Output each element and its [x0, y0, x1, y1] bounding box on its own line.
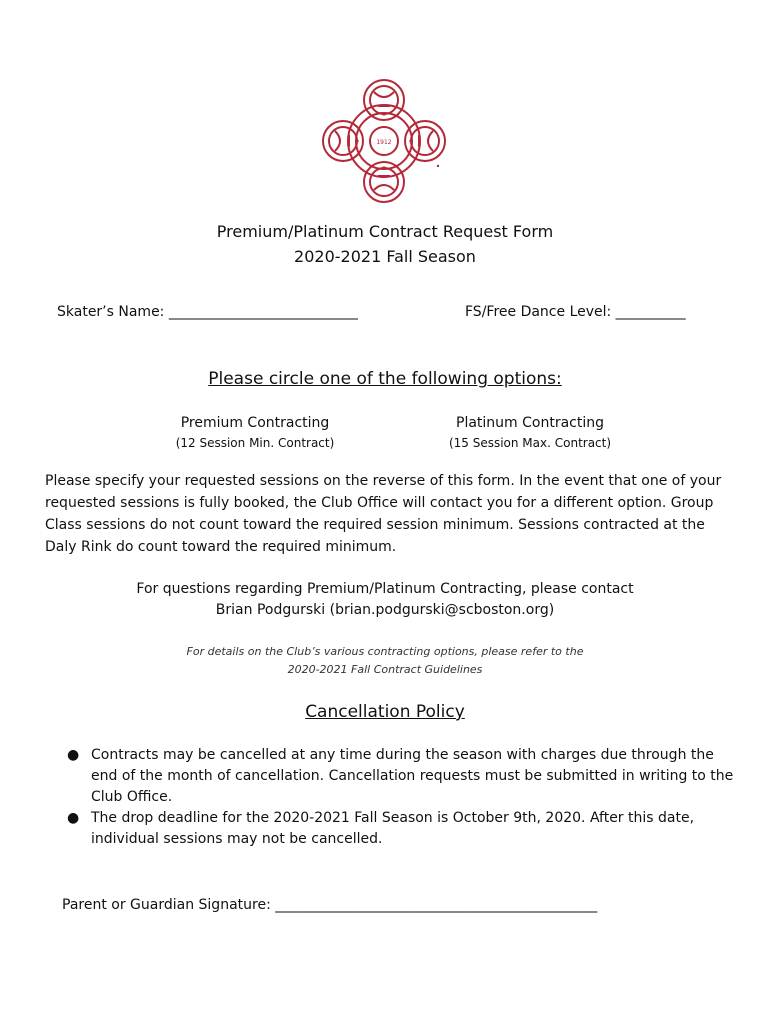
platinum-option-detail: (15 Session Max. Contract): [448, 436, 612, 450]
bullet-icon: ●: [67, 747, 80, 763]
list-item: [55, 745, 735, 808]
form-season: 2020-2021 Fall Season: [294, 247, 476, 266]
contact-person: Brian Podgurski (brian.podgurski@scboston.org): [215, 602, 555, 618]
cancellation-item-text: The drop deadline for the 2020-2021 Fall Season is October 9th, 2020. After this date, individual sessions may not be cancelled.: [91, 810, 695, 847]
contact-intro: For questions regarding Premium/Platinum Contracting, please contact: [136, 581, 634, 597]
premium-option[interactable]: Premium Contracting: [180, 415, 330, 431]
signature-field[interactable]: Parent or Guardian Signature: ______________________________________________: [62, 897, 598, 913]
cancellation-item-text: Contracts may be cancelled at any time during the season with charges due through the end of the month of cancellation. Cancellation requests must be submitted in writing to the Club Office.: [91, 747, 734, 805]
list-item: [55, 808, 735, 850]
premium-option-detail: (12 Session Min. Contract): [175, 436, 335, 450]
guidelines-title: 2020-2021 Fall Contract Guidelines: [287, 663, 483, 676]
options-heading: Please circle one of the following options:: [208, 369, 562, 389]
fs-level-field[interactable]: FS/Free Dance Level: __________: [465, 304, 686, 320]
platinum-option[interactable]: Platinum Contracting: [456, 415, 604, 431]
seal-year: 1912: [376, 139, 392, 146]
club-seal-logo: [318, 76, 450, 206]
cancellation-heading: Cancellation Policy: [305, 702, 465, 722]
form-title: Premium/Platinum Contract Request Form: [216, 222, 554, 241]
skater-name-field[interactable]: Skater’s Name: ___________________________: [57, 304, 358, 320]
instructions-paragraph: Please specify your requested sessions on the reverse of this form. In the event that one of your requested sessions is fully booked, the Club Office will contact you for a different option. Group Class sessions do not count toward the required session minimum. Sessions contracted at the Daly Rink do count toward the required minimum.: [45, 473, 722, 555]
guidelines-note: For details on the Club’s various contracting options, please refer to the: [186, 645, 584, 658]
cancellation-list: [55, 745, 735, 850]
bullet-icon: ●: [67, 810, 80, 826]
